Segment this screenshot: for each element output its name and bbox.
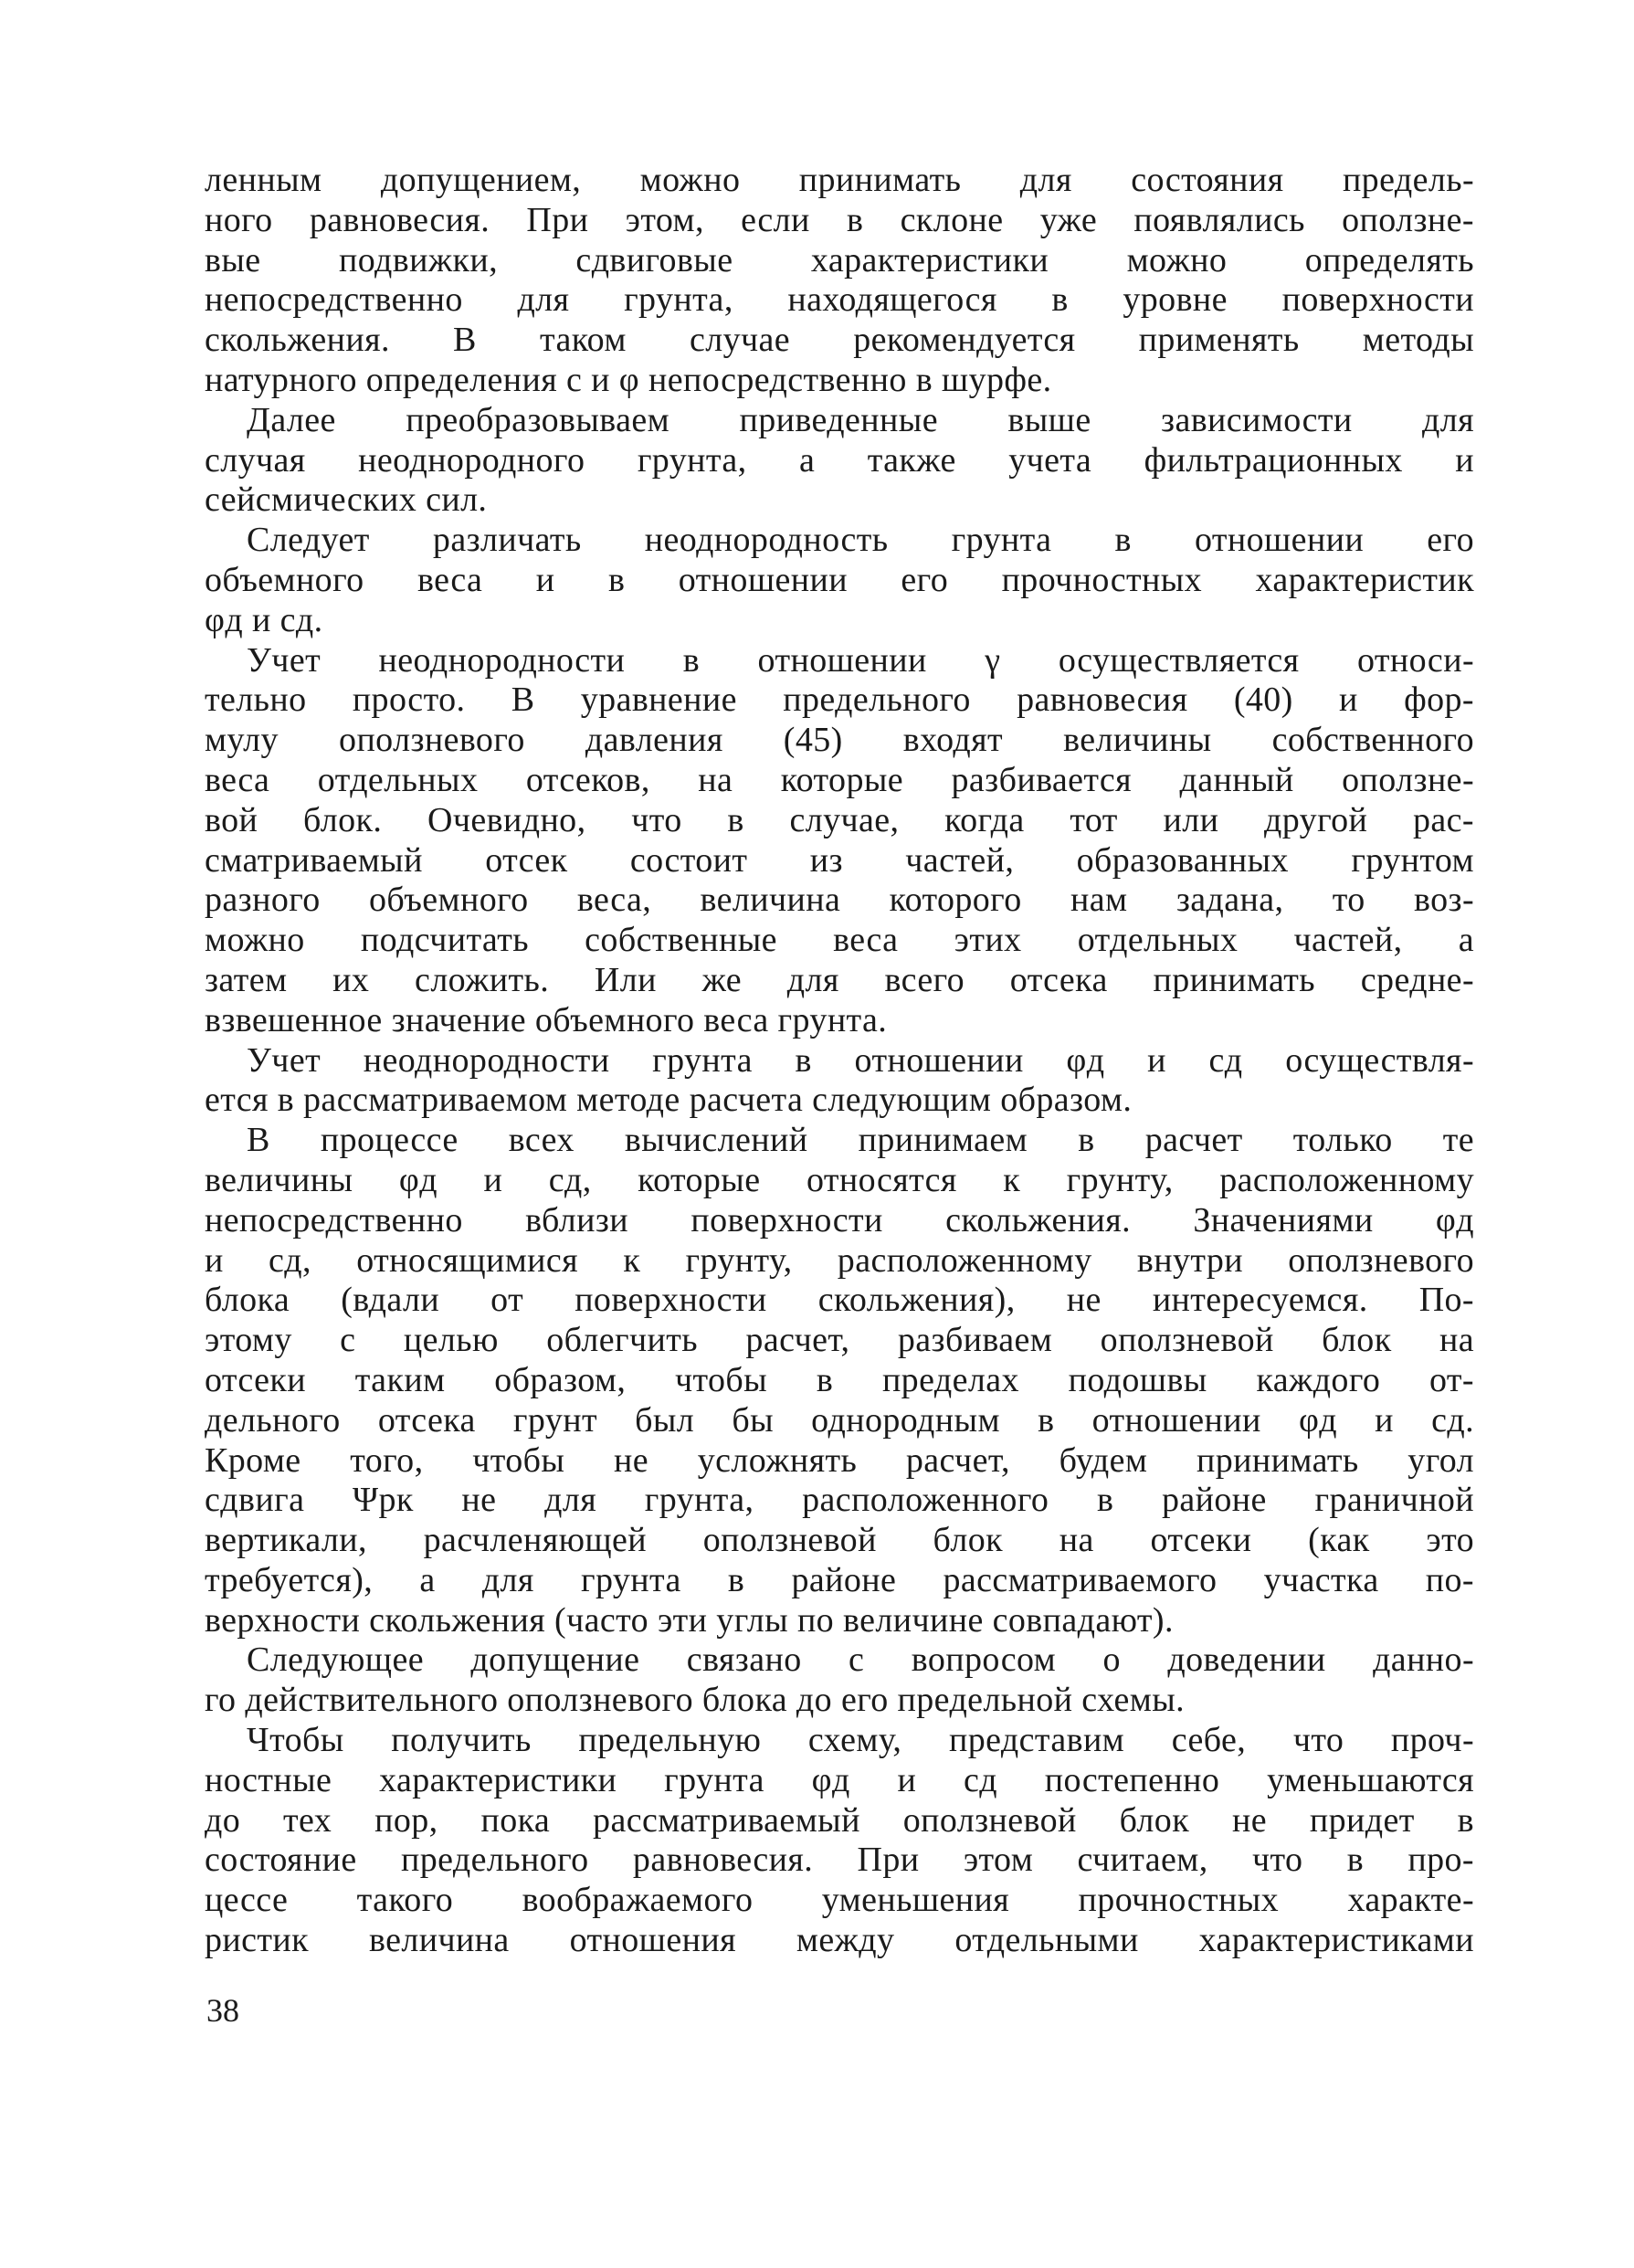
text-line: ленным допущением, можно принимать для состояния предель- [205,161,1474,199]
paragraph [205,521,1474,640]
text-line: непосредственно для грунта, находящегося в уровне поверхности [205,280,1474,320]
text-line: сдвига Ψрк не для грунта, расположенного в районе граничной [205,1481,1474,1520]
paragraph [205,161,1474,401]
text-line: разного объемного веса, величина которого нам задана, то воз- [205,881,1474,920]
text-line: мулу оползневого давления (45) входят величины собственного [205,721,1474,760]
text-line: ного равновесия. При этом, если в склоне уже появлялись оползне- [205,200,1474,239]
text-line: натурного определения c и φ непосредственно в шурфе. [205,360,1052,399]
text-line: и cд, относящимися к грунту, расположенному внутри оползневого [205,1240,1474,1280]
text-line: отсеки таким образом, чтобы в пределах подошвы каждого от- [205,1360,1474,1399]
text-line: взвешенное значение объемного веса грунта. [205,1000,888,1039]
paragraph [205,641,1474,1041]
text-line: веса отдельных отсеков, на которые разбивается данный оползне- [205,760,1474,799]
text-line: Учет неоднородности грунта в отношении φд и cд осуществля- [247,1040,1474,1080]
page-number: 38 [206,1992,239,2029]
text-line: объемного веса и в отношении его прочностных характеристик [205,560,1474,599]
text-line: φд и cд. [205,600,323,639]
paragraph [205,1721,1474,1961]
text-line: до тех пор, пока рассматриваемый оползневой блок не придет в [205,1800,1474,1840]
paragraph [205,1640,1474,1721]
paragraph [205,1121,1474,1640]
text-line: дельного отсека грунт был бы однородным в отношении φд и cд. [205,1400,1474,1440]
text-line: вой блок. Очевидно, что в случае, когда тот или другой рас- [205,800,1474,839]
text-line: случая неоднородного грунта, а также учета фильтрационных и [205,440,1474,480]
text-line: Следует различать неоднородность грунта в отношении его [247,521,1474,560]
text-line: величины φд и cд, которые относятся к грунту, расположенному [205,1160,1474,1199]
text-line: Учет неоднородности в отношении γ осуществляется относи- [247,640,1474,680]
text-line: вые подвижки, сдвиговые характеристики можно определять [205,240,1474,280]
text-line: го действительного оползневого блока до его предельной схемы. [205,1681,1186,1720]
text-line: можно подсчитать собственные веса этих отдельных частей, а [205,921,1474,960]
text-line: Кроме того, чтобы не усложнять расчет, будем принимать угол [205,1440,1474,1480]
text-line: тельно просто. В уравнение предельного равновесия (40) и фор- [205,680,1474,720]
paragraph [205,1041,1474,1122]
text-line: ристик величина отношения между отдельными характеристиками [205,1921,1474,1960]
text-line: сейсмических сил. [205,480,488,520]
text-line: Чтобы получить предельную схему, представим себе, что проч- [247,1721,1474,1760]
text-line: цессе такого воображаемого уменьшения прочностных характе- [205,1881,1474,1920]
text-line: блока (вдали от поверхности скольжения), не интересуемся. По- [205,1281,1474,1320]
text-line: Следующее допущение связано с вопросом о доведении данно- [247,1640,1474,1680]
text-line: вертикали, расчленяющей оползневой блок на отсеки (как это [205,1521,1474,1560]
body-text [205,161,1474,1961]
text-line: верхности скольжения (часто эти углы по величине совпадают). [205,1600,1174,1640]
text-line: требуется), а для грунта в районе рассматриваемого участка по- [205,1560,1474,1599]
text-line: сматриваемый отсек состоит из частей, образованных грунтом [205,840,1474,880]
text-line: состояние предельного равновесия. При этом считаем, что в про- [205,1841,1474,1880]
paragraph [205,401,1474,521]
text-line: Далее преобразовываем приведенные выше зависимости для [247,400,1474,439]
text-line: ностные характеристики грунта φд и cд постепенно уменьшаются [205,1760,1474,1799]
text-line: скольжения. В таком случае рекомендуется применять методы [205,321,1474,360]
text-line: В процессе всех вычислений принимаем в расчет только те [247,1121,1474,1160]
text-line: затем их сложить. Или же для всего отсека принимать средне- [205,960,1474,999]
text-line: непосредственно вблизи поверхности скольжения. Значениями φд [205,1200,1474,1239]
text-line: ется в рассматриваемом методе расчета следующим образом. [205,1081,1133,1120]
text-line: этому с целью облегчить расчет, разбиваем оползневой блок на [205,1321,1474,1360]
